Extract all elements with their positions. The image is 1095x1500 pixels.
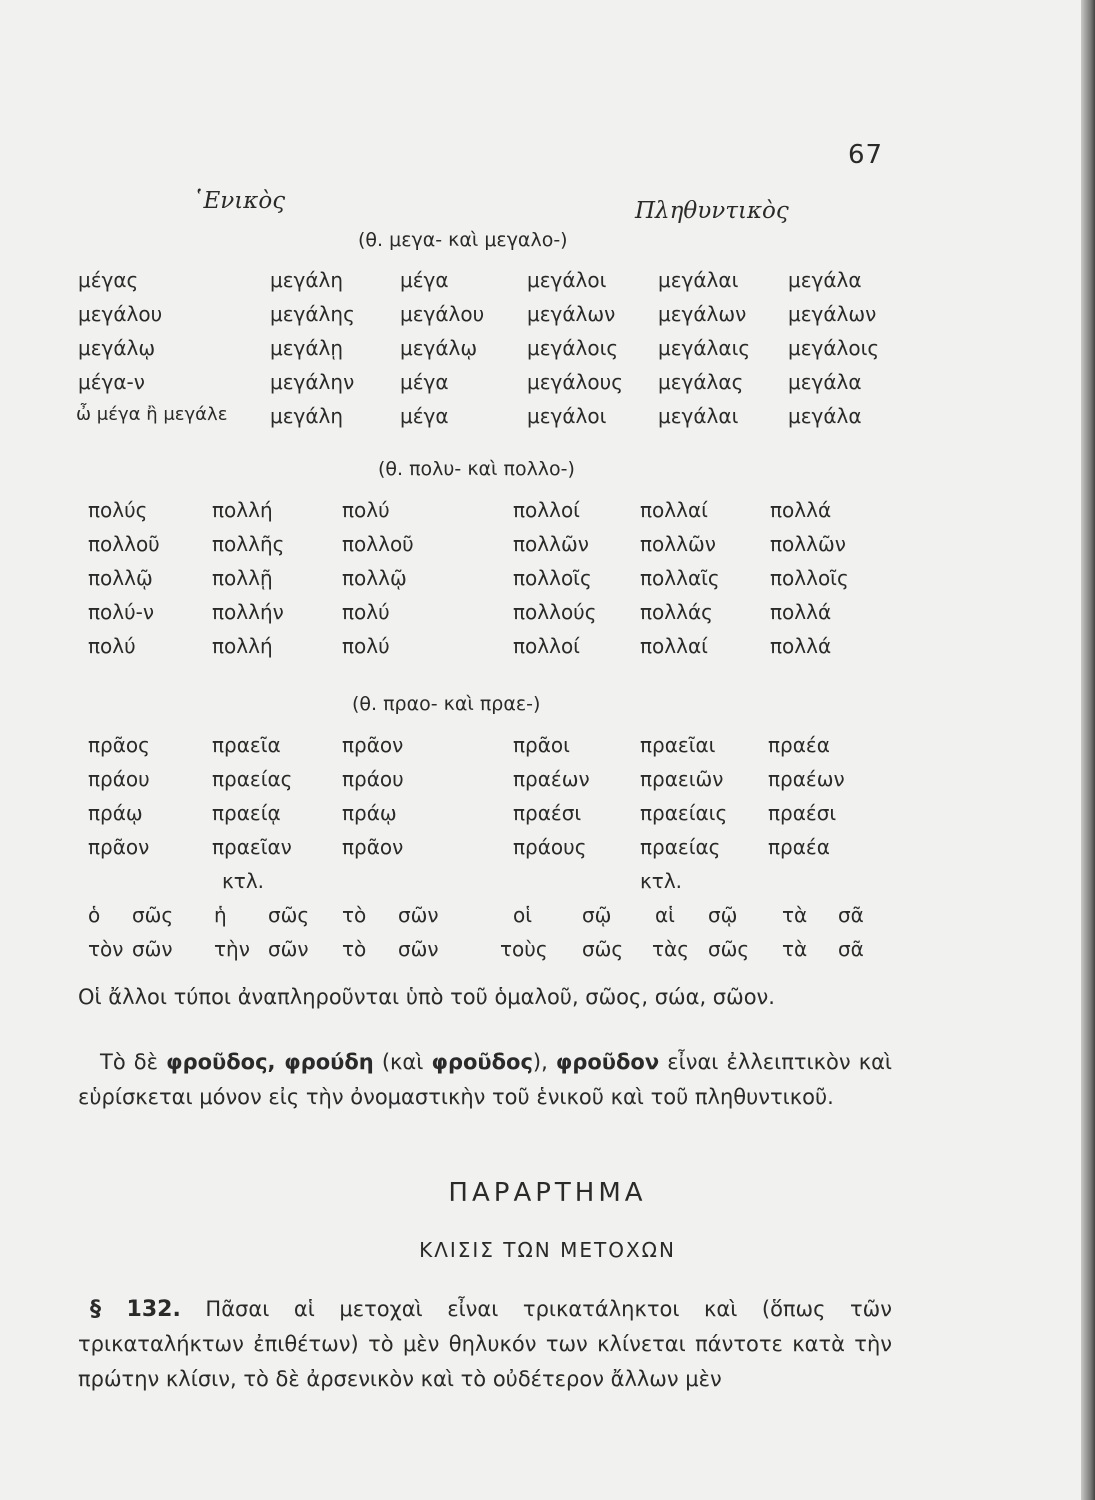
table-cell: πραεῖαι	[640, 733, 716, 757]
table-cell: σῶς	[132, 903, 174, 927]
table-cell: μεγάλοι	[527, 268, 607, 292]
table-cell: μεγάλα	[788, 404, 862, 428]
table-cell: μεγάλῳ	[400, 336, 478, 360]
text-run: Τὸ δὲ	[100, 1050, 167, 1074]
table-cell: πολύς	[88, 498, 148, 522]
table-cell: τὰς	[652, 937, 689, 961]
table-cell: μέγας	[78, 268, 139, 292]
table-row	[0, 600, 1095, 632]
table-cell: σῷ	[708, 903, 738, 927]
table-row	[0, 302, 1095, 334]
paragraph-froudos	[78, 1045, 892, 1115]
table-cell: πολύ	[342, 600, 390, 624]
table-cell: μεγάλη	[270, 404, 344, 428]
stem-megas: (θ. μεγα- καὶ μεγαλο-)	[358, 229, 568, 251]
ktl-label: κτλ.	[222, 869, 265, 893]
table-cell: πραέων	[768, 767, 845, 791]
table-cell: πολλαῖς	[640, 566, 720, 590]
table-cell: πραεῖα	[212, 733, 281, 757]
table-cell: πραείᾳ	[212, 801, 281, 825]
table-row	[0, 733, 1095, 765]
table-row	[0, 869, 1095, 901]
table-cell: σᾶ	[838, 903, 864, 927]
table-cell: πράου	[342, 767, 404, 791]
table-cell: μέγα	[400, 404, 449, 428]
appendix-title: ΠΑΡΑΡΤΗΜΑ	[448, 1178, 647, 1208]
table-cell: πολλῇ	[212, 566, 273, 590]
table-row	[0, 370, 1095, 402]
table-cell: τὸ	[342, 937, 367, 961]
table-row	[0, 498, 1095, 530]
table-row	[0, 336, 1095, 368]
table-cell: ὁ	[88, 903, 101, 927]
table-cell: πολύ	[88, 634, 136, 658]
table-cell: πολλοῦ	[342, 532, 414, 556]
table-cell: πολύ	[342, 634, 390, 658]
table-cell: πρᾶον	[342, 733, 404, 757]
table-cell: μεγάλαι	[658, 404, 739, 428]
table-row	[0, 767, 1095, 799]
table-cell: πραείας	[212, 767, 293, 791]
table-cell: πολλοί	[513, 498, 580, 522]
table-cell: σῶν	[398, 937, 439, 961]
table-cell: πολλῆς	[212, 532, 285, 556]
paragraph-text	[78, 1292, 892, 1397]
table-cell: οἱ	[513, 903, 533, 927]
table-cell: πραείας	[640, 835, 721, 859]
table-cell: πρᾶον	[88, 835, 150, 859]
table-cell: πραείαις	[640, 801, 728, 825]
table-cell: πολλαί	[640, 498, 708, 522]
table-cell: πραέσι	[768, 801, 837, 825]
table-cell: τὴν	[214, 937, 250, 961]
paragraph-other-forms	[78, 980, 892, 1015]
bold-term: φροῦδος, φρούδη	[166, 1050, 374, 1074]
header-singular: ῾Ενικὸς	[192, 188, 286, 214]
table-cell: πολλοῦ	[88, 532, 160, 556]
table-cell: μεγάλων	[527, 302, 616, 326]
paragraph-text: Οἱ ἄλλοι τύποι ἀναπληροῦνται ὑπὸ τοῦ ὁμαλοῦ, σῶος, σώα, σῶον.	[78, 985, 775, 1009]
table-cell: μεγάλων	[658, 302, 747, 326]
ktl-label: κτλ.	[640, 869, 683, 893]
table-cell: πολλοῖς	[770, 566, 849, 590]
text-run: ),	[532, 1050, 556, 1074]
table-row	[0, 634, 1095, 666]
table-cell: σᾶ	[838, 937, 864, 961]
table-cell: μέγα	[400, 370, 449, 394]
table-cell: πολλῷ	[342, 566, 407, 590]
table-cell: μεγάλας	[658, 370, 744, 394]
table-cell: μεγάλα	[788, 268, 862, 292]
table-cell: ὦ μέγα ἢ μεγάλε	[76, 404, 228, 425]
table-cell: μεγάλη	[270, 268, 344, 292]
table-cell: μεγάλοι	[527, 404, 607, 428]
table-cell: μεγάλοις	[788, 336, 880, 360]
table-cell: τὸν	[88, 937, 124, 961]
table-cell: τὰ	[782, 937, 808, 961]
table-cell: ἡ	[214, 903, 227, 927]
table-cell: σῶν	[132, 937, 173, 961]
table-cell: πραέα	[768, 733, 830, 757]
table-cell: σῷ	[582, 903, 612, 927]
table-cell: τὸ	[342, 903, 367, 927]
table-row	[0, 903, 1095, 935]
table-row	[0, 532, 1095, 564]
table-cell: μέγα	[400, 268, 449, 292]
table-cell: πραέα	[768, 835, 830, 859]
table-cell: μεγάλην	[270, 370, 355, 394]
table-cell: πράου	[88, 767, 150, 791]
table-cell: μεγάλῳ	[78, 336, 156, 360]
table-cell: πολλοί	[513, 634, 580, 658]
table-cell: πολύ	[342, 498, 390, 522]
bold-term: φροῦδον	[555, 1050, 660, 1074]
table-cell: πολλή	[212, 634, 273, 658]
table-cell: μεγάλα	[788, 370, 862, 394]
table-cell: μεγάλων	[788, 302, 877, 326]
table-cell: αἱ	[655, 903, 675, 927]
table-cell: πράῳ	[342, 801, 397, 825]
table-cell: μεγάλους	[527, 370, 623, 394]
table-cell: πολλῷ	[88, 566, 153, 590]
bold-term: φροῦδος	[431, 1050, 533, 1074]
table-cell: πρᾶοι	[513, 733, 570, 757]
text-run: εἶναι ἐλλειπτικὸν καὶ εὑρίσκεται μόνον εἰς τὴν ὀνομαστικὴν τοῦ ἑνικοῦ καὶ τοῦ πληθυντικοῦ.	[78, 1050, 893, 1109]
table-cell: μεγάλου	[78, 302, 163, 326]
table-cell: μεγάλου	[400, 302, 485, 326]
table-row	[0, 404, 1095, 436]
table-cell: πολλήν	[212, 600, 284, 624]
table-cell: πολλῶν	[640, 532, 716, 556]
section-number: § 132.	[90, 1297, 181, 1322]
table-cell: πολλά	[770, 634, 832, 658]
table-cell: πολλάς	[640, 600, 713, 624]
table-cell: μεγάλαι	[658, 268, 739, 292]
table-cell: σῶν	[398, 903, 439, 927]
table-cell: τοὺς	[500, 937, 548, 961]
table-cell: πολλά	[770, 498, 832, 522]
table-cell: πολλά	[770, 600, 832, 624]
table-row	[0, 566, 1095, 598]
table-cell: τὰ	[782, 903, 808, 927]
stem-praos: (θ. πραο- καὶ πραε-)	[352, 693, 541, 715]
table-cell: μεγάλαις	[658, 336, 751, 360]
table-row	[0, 937, 1095, 969]
table-row	[0, 801, 1095, 833]
stem-polys: (θ. πολυ- καὶ πολλο-)	[378, 458, 575, 480]
paragraph-section-132	[78, 1292, 892, 1397]
table-cell: σῶς	[268, 903, 310, 927]
header-plural: Πληθυντικὸς	[635, 198, 789, 224]
appendix-subtitle: ΚΛΙΣΙΣ ΤΩΝ ΜΕΤΟΧΩΝ	[419, 1238, 676, 1262]
table-cell: σῶν	[268, 937, 309, 961]
table-cell: σῶς	[708, 937, 750, 961]
table-cell: πράῳ	[88, 801, 143, 825]
table-cell: πολλαί	[640, 634, 708, 658]
table-cell: σῶς	[582, 937, 624, 961]
table-cell: πράους	[513, 835, 587, 859]
text-run: Πᾶσαι αἱ μετοχαὶ εἶναι τρικατάληκτοι καὶ (ὅπως τῶν τρικαταλήκτων ἐπιθέτων) τὸ μὲν θηλυκόν των κλίνεται πάντοτε κατὰ τὴν πρώτην κλίσιν, τὸ δὲ ἀρσενικὸν καὶ τὸ οὐδέτερον ἄλλων μὲν	[78, 1297, 892, 1391]
page-number: 67	[848, 140, 884, 170]
table-cell: μεγάλῃ	[270, 336, 344, 360]
table-row	[0, 268, 1095, 300]
table-cell: πολλῶν	[513, 532, 589, 556]
table-cell: πραειῶν	[640, 767, 724, 791]
table-cell: πολλῶν	[770, 532, 846, 556]
table-cell: πολλούς	[513, 600, 597, 624]
table-cell: πολύ-ν	[88, 600, 155, 624]
table-cell: πρᾶος	[88, 733, 150, 757]
text-run: (καὶ	[373, 1050, 432, 1074]
table-row	[0, 835, 1095, 867]
table-cell: μέγα-ν	[78, 370, 145, 394]
table-cell: πραέσι	[513, 801, 582, 825]
table-cell: μεγάλοις	[527, 336, 619, 360]
table-cell: μεγάλης	[270, 302, 355, 326]
table-cell: πρᾶον	[342, 835, 404, 859]
paragraph-text	[78, 1045, 892, 1115]
table-cell: πολλοῖς	[513, 566, 592, 590]
table-cell: πολλή	[212, 498, 273, 522]
table-cell: πραέων	[513, 767, 590, 791]
table-cell: πραεῖαν	[212, 835, 292, 859]
